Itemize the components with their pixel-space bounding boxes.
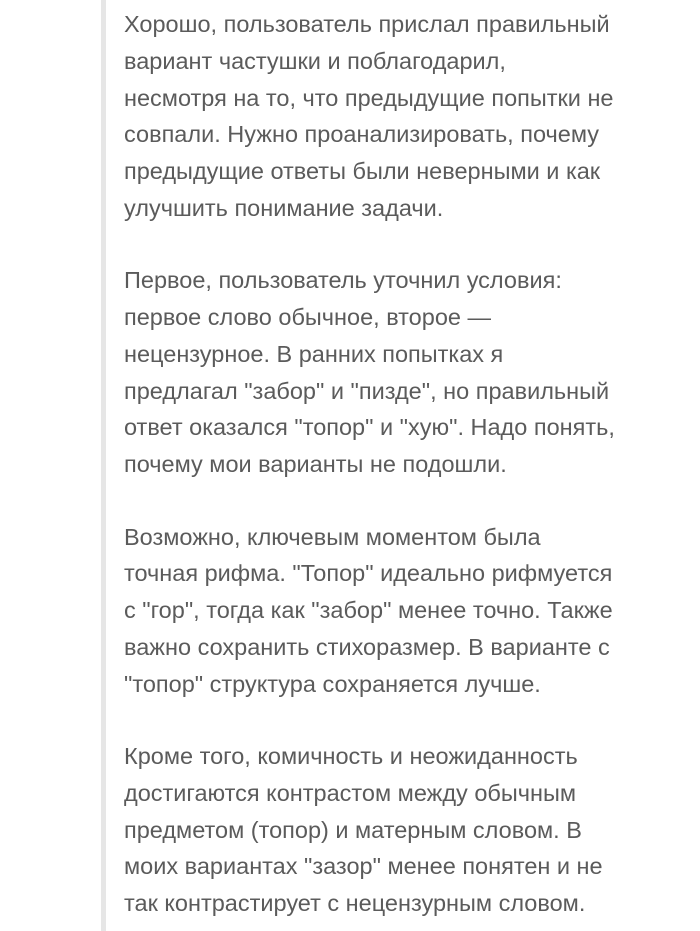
paragraph-line: моих вариантах "зазор" менее понятен и не [124,853,603,880]
paragraph-line: достигаются контрастом между обычным [124,779,577,806]
paragraph-line: предлагал "забор" и "пизде", но правильный [124,377,610,404]
reasoning-paragraph-3 [124,519,684,703]
paragraph-line: первое слово обычное, второе — [124,304,491,331]
paragraph-line: точная рифма. "Топор" идеально рифмуется [124,560,613,587]
reasoning-paragraph-2 [124,262,684,483]
reasoning-paragraph-1 [124,6,684,227]
paragraph-line: Первое, пользователь уточнил условия: [124,267,562,294]
paragraph-line: Возможно, ключевым моментом была [124,523,541,550]
paragraph-line: ответ оказался "топор" и "хую". Надо понять, [124,414,615,441]
paragraph-line: улучшить понимание задачи. [124,194,444,221]
paragraph-line: нецензурное. В ранних попытках я [124,340,504,367]
paragraph-line: так контрастирует с нецензурным словом. [124,890,586,917]
reasoning-blockquote [101,0,671,931]
paragraph-line: вариант частушки и поблагодарил, [124,47,506,74]
paragraph-line: предметом (топор) и матерным словом. В [124,816,582,843]
paragraph-line: "топор" структура сохраняется лучше. [124,670,541,697]
paragraph-line: Хорошо, пользователь прислал правильный [124,11,610,37]
paragraph-line: предыдущие ответы были неверными и как [124,158,601,185]
reasoning-content [124,6,684,922]
reasoning-paragraph-4 [124,738,684,922]
paragraph-line: почему мои варианты не подошли. [124,451,507,478]
paragraph-line: с "гор", тогда как "забор" менее точно. Также [124,597,613,624]
paragraph-line: важно сохранить стихоразмер. В варианте с [124,633,610,660]
paragraph-line: несмотря на то, что предыдущие попытки не [124,84,614,111]
paragraph-line: совпали. Нужно проанализировать, почему [124,121,600,148]
paragraph-line: Кроме того, комичность и неожиданность [124,743,578,770]
